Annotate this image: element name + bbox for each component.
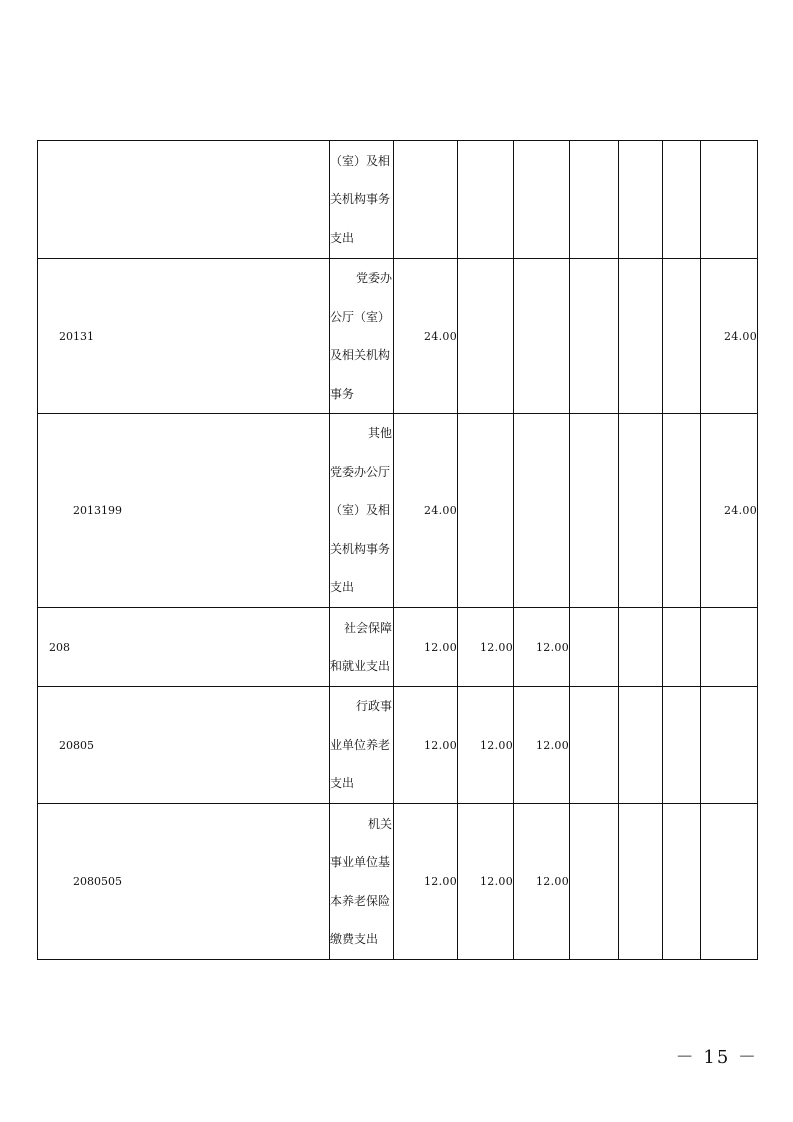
subject-name bbox=[330, 804, 394, 960]
amount-cell bbox=[570, 259, 619, 414]
subject-code: 208 bbox=[38, 608, 330, 687]
amount-cell: 12.00 bbox=[394, 804, 458, 960]
subject-name-line: 关机构事务 bbox=[330, 541, 391, 556]
amount-cell: 12.00 bbox=[458, 804, 514, 960]
amount-cell bbox=[514, 141, 570, 259]
amount-cell bbox=[619, 608, 663, 687]
subject-name-line: 支出 bbox=[330, 776, 355, 791]
amount-cell bbox=[619, 259, 663, 414]
amount-cell bbox=[701, 608, 758, 687]
amount-cell bbox=[701, 687, 758, 804]
amount-cell: 24.00 bbox=[394, 259, 458, 414]
amount-cell bbox=[619, 687, 663, 804]
subject-name-line: 关机构事务 bbox=[330, 192, 391, 207]
amount-cell bbox=[514, 414, 570, 608]
amount-cell bbox=[663, 414, 701, 608]
amount-cell bbox=[458, 259, 514, 414]
amount-cell: 12.00 bbox=[394, 608, 458, 687]
amount-cell bbox=[701, 804, 758, 960]
amount-cell: 24.00 bbox=[701, 259, 758, 414]
subject-name-line: 事业单位基 bbox=[330, 855, 391, 869]
subject-name-line: 社会保障 bbox=[343, 620, 392, 635]
amount-cell bbox=[458, 141, 514, 259]
amount-cell bbox=[394, 141, 458, 259]
subject-name-line: 缴费支出 bbox=[330, 932, 379, 946]
subject-name-line: （室）及相 bbox=[330, 503, 391, 518]
table-row bbox=[38, 414, 758, 608]
subject-name bbox=[330, 414, 394, 608]
subject-name-line: 其他 bbox=[367, 426, 392, 441]
subject-name bbox=[330, 608, 394, 687]
amount-cell bbox=[701, 141, 758, 259]
amount-cell: 12.00 bbox=[458, 687, 514, 804]
subject-name-line: 事务 bbox=[330, 386, 355, 401]
budget-table bbox=[37, 140, 758, 960]
amount-cell bbox=[514, 259, 570, 414]
subject-name-line: 业单位养老 bbox=[330, 737, 391, 752]
amount-cell bbox=[663, 141, 701, 259]
amount-cell bbox=[570, 608, 619, 687]
subject-name-line: 及相关机构 bbox=[330, 348, 391, 362]
amount-cell bbox=[663, 259, 701, 414]
subject-name-line: 党委办 bbox=[355, 271, 392, 285]
subject-name-line: 本养老保险 bbox=[330, 893, 391, 908]
subject-name bbox=[330, 259, 394, 414]
amount-cell: 24.00 bbox=[394, 414, 458, 608]
amount-cell bbox=[570, 687, 619, 804]
table-row bbox=[38, 687, 758, 804]
subject-name-line: 支出 bbox=[330, 230, 355, 245]
subject-name-line: 党委办公厅 bbox=[330, 464, 391, 479]
subject-code: 2080505 bbox=[38, 804, 330, 960]
subject-code: 20805 bbox=[38, 687, 330, 804]
amount-cell bbox=[570, 141, 619, 259]
amount-cell bbox=[570, 804, 619, 960]
subject-name-line: （室）及相 bbox=[330, 153, 391, 168]
amount-cell bbox=[458, 414, 514, 608]
amount-cell bbox=[570, 414, 619, 608]
subject-name bbox=[330, 687, 394, 804]
amount-cell: 12.00 bbox=[514, 687, 570, 804]
subject-name-line: 公厅（室） bbox=[330, 309, 391, 324]
amount-cell bbox=[663, 804, 701, 960]
subject-code bbox=[38, 141, 330, 259]
amount-cell bbox=[619, 804, 663, 960]
subject-name-line: 支出 bbox=[330, 580, 355, 595]
table-row bbox=[38, 141, 758, 259]
table-row bbox=[38, 608, 758, 687]
subject-code: 2013199 bbox=[38, 414, 330, 608]
amount-cell: 12.00 bbox=[514, 608, 570, 687]
amount-cell: 12.00 bbox=[514, 804, 570, 960]
page-number: － 15 － bbox=[675, 1047, 758, 1068]
amount-cell bbox=[619, 141, 663, 259]
subject-name-line: 行政事 bbox=[355, 699, 392, 714]
amount-cell: 24.00 bbox=[701, 414, 758, 608]
amount-cell: 12.00 bbox=[458, 608, 514, 687]
subject-code: 20131 bbox=[38, 259, 330, 414]
amount-cell bbox=[663, 608, 701, 687]
subject-name bbox=[330, 141, 394, 259]
amount-cell bbox=[663, 687, 701, 804]
table-row bbox=[38, 259, 758, 414]
subject-name-line: 机关 bbox=[367, 816, 392, 831]
table-row bbox=[38, 804, 758, 960]
amount-cell bbox=[619, 414, 663, 608]
subject-name-line: 和就业支出 bbox=[330, 659, 391, 673]
amount-cell: 12.00 bbox=[394, 687, 458, 804]
